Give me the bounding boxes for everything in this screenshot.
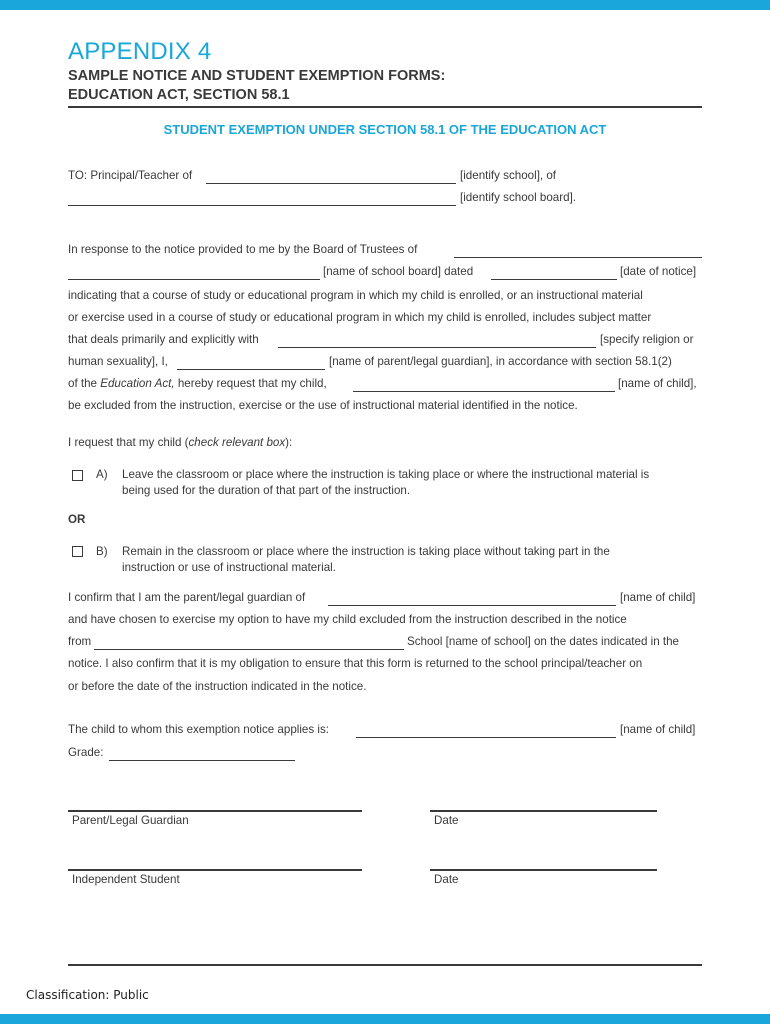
identify-board-label: [identify school board]. — [460, 191, 577, 204]
option-a-checkbox[interactable] — [72, 470, 83, 481]
option-b-line-1: Remain in the classroom or place where the instruction is taking place without taking part in the — [122, 545, 610, 558]
name-of-child-label: [name of child], — [618, 377, 697, 390]
date-of-notice-field[interactable] — [491, 279, 617, 280]
option-a-line-2: being used for the duration of that part of the instruction. — [122, 484, 411, 497]
response-line-6: human sexuality], I, — [68, 355, 168, 368]
option-a-letter: A) — [96, 468, 108, 481]
appendix-title: APPENDIX 4 — [68, 38, 212, 65]
identify-school-label: [identify school], of — [460, 169, 557, 182]
response-line-1: In response to the notice provided to me by the Board of Trustees of — [68, 243, 418, 256]
header-rule — [68, 106, 702, 108]
student-signature-label: Independent Student — [72, 873, 180, 886]
confirm-school-label: School [name of school] on the dates indicated in the — [407, 635, 679, 648]
student-date-line[interactable] — [430, 869, 657, 871]
of-the-text: of the — [68, 377, 98, 390]
student-signature-line[interactable] — [68, 869, 362, 871]
request-child-text: hereby request that my child, — [177, 377, 327, 390]
parent-date-line[interactable] — [430, 810, 657, 812]
child-applies-label: The child to whom this exemption notice applies is: — [68, 723, 329, 736]
classification-label: Classification: Public — [26, 988, 149, 1002]
school-board-dated-label: [name of school board] dated — [323, 265, 474, 278]
child-name-field[interactable] — [353, 391, 615, 392]
section-title: STUDENT EXEMPTION UNDER SECTION 58.1 OF THE EDUCATION ACT — [163, 122, 607, 137]
exempt-child-name-field[interactable] — [356, 737, 616, 738]
confirm-school-field[interactable] — [94, 649, 404, 650]
footer-rule — [68, 964, 702, 966]
confirm-child-name-field[interactable] — [328, 605, 616, 606]
response-line-3: indicating that a course of study or educational program in which my child is enrolled, or an instructional material — [68, 289, 643, 302]
parent-name-label: [name of parent/legal guardian], in accordance with section 58.1(2) — [329, 355, 672, 368]
confirm-from-label: from — [68, 635, 92, 648]
date-of-notice-label: [date of notice] — [620, 265, 697, 278]
confirm-line-4: notice. I also confirm that it is my obligation to ensure that this form is returned to the school principal/teacher on — [68, 657, 643, 670]
parent-signature-line[interactable] — [68, 810, 362, 812]
school-board-name-field[interactable] — [68, 279, 320, 280]
school-board-field[interactable] — [68, 205, 456, 206]
religion-or-sexuality-field[interactable] — [278, 347, 596, 348]
check-relevant-box-text: check relevant box — [188, 436, 286, 449]
board-of-trustees-field[interactable] — [454, 257, 702, 258]
education-act-text: Education Act, — [100, 377, 175, 390]
confirm-line-5: or before the date of the instruction indicated in the notice. — [68, 680, 367, 693]
confirm-name-of-child-label: [name of child] — [620, 591, 696, 604]
student-date-label: Date — [434, 873, 459, 886]
grade-field[interactable] — [109, 760, 295, 761]
request-intro — [68, 436, 292, 449]
response-line-7 — [68, 377, 327, 390]
top-accent-bar — [0, 0, 770, 10]
form-subtitle-line-2: EDUCATION ACT, SECTION 58.1 — [68, 87, 290, 103]
to-label: TO: Principal/Teacher of — [68, 169, 193, 182]
response-line-8: be excluded from the instruction, exercise or the use of instructional material identified in the notice. — [68, 399, 578, 412]
option-b-line-2: instruction or use of instructional material. — [122, 561, 336, 574]
option-b-letter: B) — [96, 545, 108, 558]
school-name-field[interactable] — [206, 183, 456, 184]
option-a-line-1: Leave the classroom or place where the instruction is taking place or where the instructional material is — [122, 468, 650, 481]
response-line-4: or exercise used in a course of study or educational program in which my child is enrolled, includes subject matter — [68, 311, 652, 324]
confirm-line-1: I confirm that I am the parent/legal guardian of — [68, 591, 306, 604]
option-b-checkbox[interactable] — [72, 546, 83, 557]
parent-date-label: Date — [434, 814, 459, 827]
response-line-5: that deals primarily and explicitly with — [68, 333, 259, 346]
request-intro-end: ): — [285, 436, 293, 449]
form-subtitle-line-1: SAMPLE NOTICE AND STUDENT EXEMPTION FORMS: — [68, 68, 446, 84]
request-intro-text: I request that my child ( — [68, 436, 189, 449]
bottom-accent-bar — [0, 1014, 770, 1024]
confirm-line-2: and have chosen to exercise my option to have my child excluded from the instruction described in the notice — [68, 613, 627, 626]
specify-religion-label: [specify religion or — [600, 333, 694, 346]
parent-signature-label: Parent/Legal Guardian — [72, 814, 189, 827]
exempt-name-of-child-label: [name of child] — [620, 723, 696, 736]
or-label: OR — [68, 513, 86, 526]
grade-label: Grade: — [68, 746, 104, 759]
parent-name-field[interactable] — [177, 369, 325, 370]
